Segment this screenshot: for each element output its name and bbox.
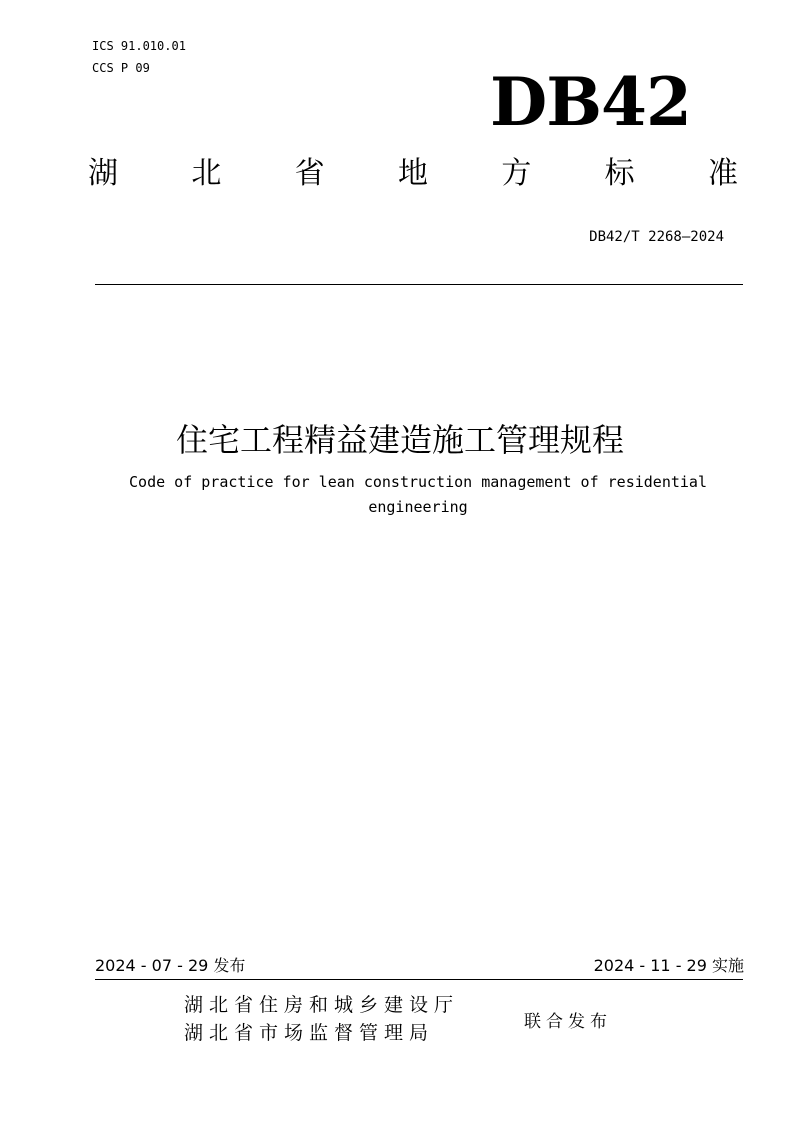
standard-type-char: 省 <box>294 156 325 191</box>
issuer-market-regulation-bureau: 湖北省市场监督管理局 <box>184 1022 435 1044</box>
standard-type-char: 湖 <box>88 156 118 191</box>
issuer-housing-department: 湖北省住房和城乡建设厅 <box>184 994 460 1016</box>
implementation-date: 2024 - 11 - 29 实施 <box>593 956 744 975</box>
standard-code-logo: DB42 <box>490 63 691 141</box>
standard-type-char: 准 <box>707 156 738 191</box>
standard-number: DB42/T 2268—2024 <box>589 229 724 245</box>
standard-type-char: 北 <box>191 156 222 191</box>
standard-type-char: 方 <box>501 156 532 191</box>
ics-code: ICS 91.010.01 <box>92 39 186 53</box>
publish-date: 2024 - 07 - 29 发布 <box>95 956 246 975</box>
joint-issue-label: 联合发布 <box>524 1012 612 1032</box>
standard-type-heading <box>88 152 738 196</box>
top-divider <box>95 284 743 285</box>
bottom-divider <box>95 979 743 980</box>
document-title-english: Code of practice for lean construction management of residential engineering <box>129 473 707 516</box>
document-title-chinese: 住宅工程精益建造施工管理规程 <box>175 421 624 459</box>
standard-type-char: 标 <box>604 156 635 191</box>
ccs-code: CCS P 09 <box>92 61 150 75</box>
standard-type-char: 地 <box>397 156 428 191</box>
